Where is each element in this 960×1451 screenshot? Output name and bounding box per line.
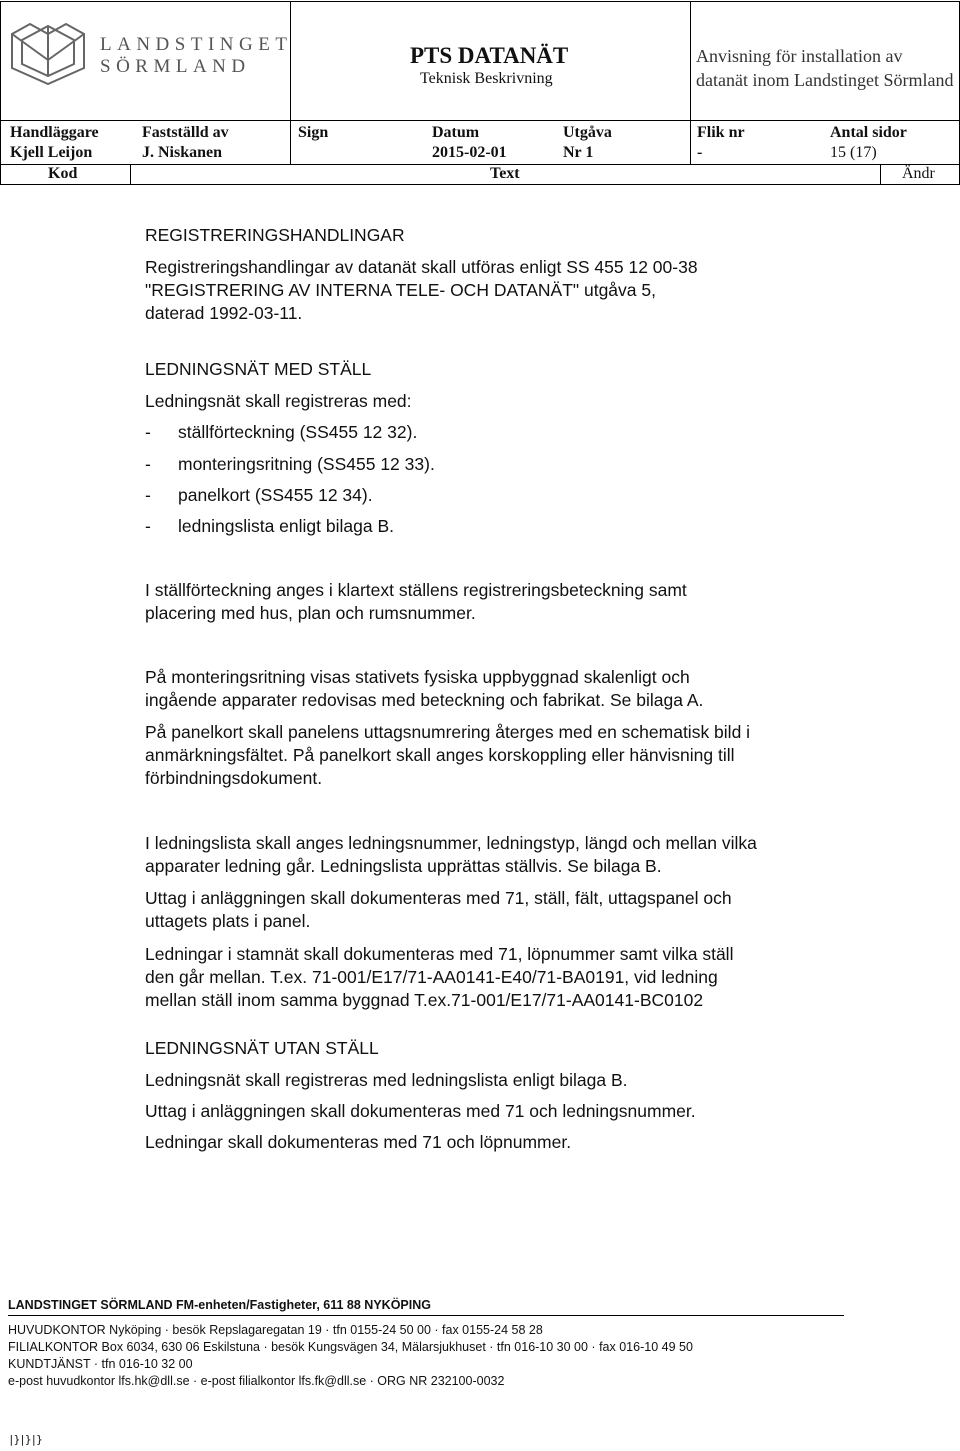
paragraph-uttag [145, 887, 915, 933]
logo-line-2: SÖRMLAND [100, 56, 251, 77]
antal-sidor-value: 15 (17) [830, 144, 877, 161]
flik-nr-value: - [697, 144, 703, 161]
footer-epost: e-post huvudkontor lfs.hk@dll.se · e-post filialkontor lfs.fk@dll.se · ORG NR 232100-0032 [8, 1374, 505, 1388]
antal-sidor-label: Antal sidor [830, 124, 907, 141]
page-marker: |}|}|} [8, 1433, 42, 1446]
header-mid-rule [0, 120, 960, 121]
text-line: apparater ledning går. Ledningslista upprättas ställvis. Se bilaga B. [145, 856, 662, 876]
paragraph-panelkort [145, 721, 915, 790]
header-left-border [0, 1, 1, 185]
header-bottom-rule [0, 184, 960, 185]
utan-stall-line-2: Uttag i anläggningen skall dokumenteras med 71 och ledningsnummer. [145, 1101, 696, 1121]
faststalld-av-label: Fastställd av [142, 124, 229, 141]
list-item [145, 421, 417, 444]
registreringshandlingar-text [145, 256, 915, 325]
andr-divider [880, 165, 881, 185]
flik-nr-label: Flik nr [697, 124, 745, 141]
text-line: anmärkningsfältet. På panelkort skall anges korskoppling eller hänvisning till [145, 745, 735, 765]
datum-label: Datum [432, 124, 480, 141]
utgava-label: Utgåva [563, 124, 612, 141]
text-column-header: Text [490, 165, 520, 182]
text-line: Registreringshandlingar av datanät skall utföras enligt SS 455 12 00-38 [145, 257, 698, 277]
handlaggare-value: Kjell Leijon [10, 144, 93, 161]
registreringshandlingar-heading: REGISTRERINGSHANDLINGAR [145, 225, 405, 245]
document-header [0, 0, 960, 185]
text-line: placering med hus, plan och rumsnummer. [145, 603, 476, 623]
text-line: Ledningar i stamnät skall dokumenteras med 71, löpnummer samt vilka ställ [145, 944, 734, 964]
list-item-text: monteringsritning (SS455 12 33). [178, 454, 435, 474]
list-dash: - [145, 422, 151, 442]
handlaggare-label: Handläggare [10, 124, 99, 141]
ledningsnat-med-stall-heading: LEDNINGSNÄT MED STÄLL [145, 359, 372, 379]
ledningsnat-med-stall-intro: Ledningsnät skall registreras med: [145, 391, 412, 411]
list-dash: - [145, 516, 151, 536]
list-item-text: panelkort (SS455 12 34). [178, 485, 373, 505]
document-description: Anvisning för installation av datanät inom Landstinget Sörmland [696, 46, 954, 90]
utgava-value: Nr 1 [563, 144, 594, 161]
paragraph-stamnat [145, 943, 915, 1012]
andr-column-header: Ändr [902, 165, 935, 182]
list-item-text: ledningslista enligt bilaga B. [178, 516, 394, 536]
text-line: mellan ställ inom samma byggnad T.ex.71-001/E17/71-AA0141-BC0102 [145, 990, 704, 1010]
datum-value: 2015-02-01 [432, 144, 507, 161]
footer-filialkontor: FILIALKONTOR Box 6034, 630 06 Eskilstuna · besök Kungsvägen 34, Mälarsjukhuset · tfn 016-10 30 00 · fax 016-10 49 50 [8, 1340, 693, 1354]
text-line: "REGISTRERING AV INTERNA TELE- OCH DATANÄT" utgåva 5, [145, 280, 656, 300]
utan-stall-line-1: Ledningsnät skall registreras med ledningslista enligt bilaga B. [145, 1070, 628, 1090]
text-line: På monteringsritning visas stativets fysiska uppbyggnad skalenligt och [145, 667, 690, 687]
list-item [145, 515, 394, 538]
text-line: I ledningslista skall anges ledningsnummer, ledningstyp, längd och mellan vilka [145, 833, 757, 853]
paragraph-monteringsritning [145, 666, 915, 712]
header-fields-rule [0, 164, 960, 165]
footer-kundtjanst: KUNDTJÄNST · tfn 016-10 32 00 [8, 1357, 193, 1371]
footer-huvudkontor: HUVUDKONTOR Nyköping · besök Repslagaregatan 19 · tfn 0155-24 50 00 · fax 0155-24 58 28 [8, 1323, 543, 1337]
text-line: ingående apparater redovisas med beteckning och fabrikat. Se bilaga A. [145, 690, 704, 710]
paragraph-ledningslista [145, 832, 915, 878]
text-line: Uttag i anläggningen skall dokumenteras med 71, ställ, fält, uttagspanel och [145, 888, 732, 908]
text-line: den går mellan. T.ex. 71-001/E17/71-AA0141-E40/71-BA0191, vid ledning [145, 967, 718, 987]
list-dash: - [145, 485, 151, 505]
list-item-text: ställförteckning (SS455 12 32). [178, 422, 418, 442]
utan-stall-line-3: Ledningar skall dokumenteras med 71 och löpnummer. [145, 1132, 572, 1152]
paragraph-stallforteckning [145, 579, 915, 625]
header-top-rule [0, 1, 960, 2]
footer-rule [8, 1315, 844, 1316]
sign-label: Sign [298, 124, 329, 141]
list-dash: - [145, 454, 151, 474]
crown-emblem-icon [8, 20, 98, 90]
footer-organisation: LANDSTINGET SÖRMLAND FM-enheten/Fastigheter, 611 88 NYKÖPING [8, 1298, 431, 1312]
text-line: daterad 1992-03-11. [145, 303, 303, 323]
text-line: uttagets plats i panel. [145, 911, 311, 931]
text-line: I ställförteckning anges i klartext ställens registreringsbeteckning samt [145, 580, 687, 600]
logo-line-1: LANDSTINGET [100, 34, 293, 55]
list-item [145, 484, 373, 507]
list-item [145, 453, 435, 476]
kod-divider [130, 165, 131, 185]
document-title: PTS DATANÄT [410, 43, 569, 68]
text-line: På panelkort skall panelens uttagsnumrering återges med en schematisk bild i [145, 722, 751, 742]
text-line: förbindningsdokument. [145, 768, 323, 788]
document-subtitle: Teknisk Beskrivning [420, 70, 553, 87]
kod-column-header: Kod [48, 165, 78, 182]
header-desc-divider [690, 1, 691, 165]
ledningsnat-utan-stall-heading: LEDNINGSNÄT UTAN STÄLL [145, 1038, 379, 1058]
faststalld-av-value: J. Niskanen [142, 144, 223, 161]
